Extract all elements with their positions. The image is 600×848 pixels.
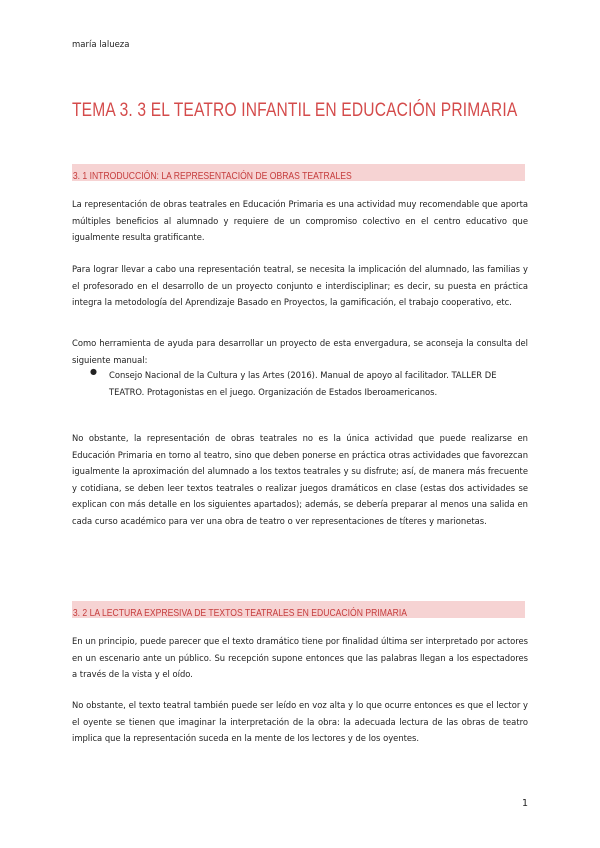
author-name: maría lalueza <box>72 40 130 50</box>
section-heading-2 <box>72 601 525 618</box>
page-number: 1 <box>522 798 529 809</box>
bullet-item-manual: Consejo Nacional de la Cultura y las Artes (2016). Manual de apoyo al facilitador. TALLER DE TEATRO. Protagonistas en el juego. Organización de Estados Iberoamericanos. <box>109 370 497 397</box>
section-heading-1-text: 3. 1 INTRODUCCIÓN: LA REPRESENTACIÓN DE OBRAS TEATRALES <box>72 170 352 182</box>
paragraph-intro-2: Para lograr llevar a cabo una representación teatral, se necesita la implicación del alumnado, las familias y el profesorado en el desarrollo de un proyecto conjunto e interdisciplinar; es decir, su puesta en práctica integra la metodología del Aprendizaje Basado en Proyectos, la gamificación, el trabajo cooperativo, etc. <box>72 264 528 307</box>
section-heading-1 <box>72 164 525 181</box>
section-heading-2-text: 3. 2 LA LECTURA EXPRESIVA DE TEXTOS TEATRALES EN EDUCACIÓN PRIMARIA <box>72 607 407 619</box>
page-title: TEMA 3. 3 EL TEATRO INFANTIL EN EDUCACIÓN PRIMARIA <box>72 100 518 121</box>
paragraph-intro-3: Como herramienta de ayuda para desarrollar un proyecto de esta envergadura, se aconseja la consulta del siguiente manual: <box>72 338 528 365</box>
paragraph-intro-4: No obstante, la representación de obras teatrales no es la única actividad que puede realizarse en Educación Primaria en torno al teatro, sino que deben ponerse en práctica otras actividades que favorezcan igualmente la aproximación del alumnado a los textos teatrales y su disfrute; así, de manera más frecuente y cotidiana, se deben leer textos teatrales o realizar juegos dramáticos en clase (estas dos actividades se explican con más detalle en los siguientes apartados); además, se debería preparar al menos una salida en cada curso académico para ver una obra de teatro o ver representaciones de títeres y marionetas. <box>72 433 528 526</box>
paragraph-intro-1: La representación de obras teatrales en Educación Primaria es una actividad muy recomendable que aporta múltiples beneficios al alumnado y requiere de un compromiso colectivo en el centro educativo que igualmente resulta gratificante. <box>72 199 528 242</box>
paragraph-reading-2: No obstante, el texto teatral también puede ser leído en voz alta y lo que ocurre entonces es que el lector y el oyente se tienen que imaginar la interpretación de la obra: la adecuada lectura de las obras de teatro implica que la representación suceda en la mente de los lectores y de los oyentes. <box>72 700 528 743</box>
paragraph-reading-1: En un principio, puede parecer que el texto dramático tiene por finalidad última ser interpretado por actores en un escenario ante un público. Su recepción supone entonces que las palabras llegan a los espectadores a través de la vista y el oído. <box>72 636 528 679</box>
bullet-icon: ● <box>90 367 97 376</box>
